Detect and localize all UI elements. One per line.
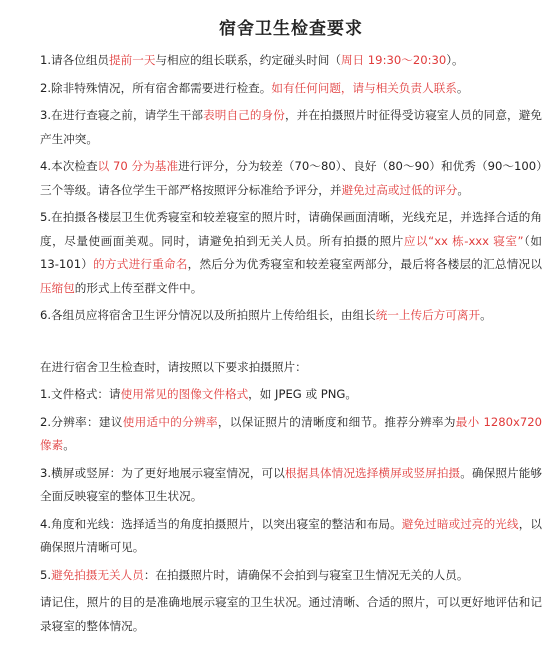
body-text: ，然后分为优秀寝室和较差寝室两部分，最后将各楼层的汇总情况以 [187,257,542,271]
highlight-text: 避免过暗或过亮的光线 [401,516,519,531]
body-text: 1.请各位组员 [40,53,110,67]
body-text: 。 [456,80,469,95]
highlight-text: 表明自己的身份 [203,108,285,122]
rule-item [40,49,542,73]
photo-rule-item [40,513,542,560]
body-text: 1.文件格式：请 [40,387,121,401]
highlight-text: 如有任何问题，请与相关负责人联系 [271,80,457,95]
rule-item [40,206,542,300]
highlight-text: 的方式进行重命名 [93,257,188,271]
rule-item [40,304,542,328]
body-text: 2.除非特殊情况，所有宿舍都需要进行检查。 [40,80,272,95]
highlight-text: 应以“xx 栋-xxx 寝室” [403,233,524,248]
highlight-text: 提前一天 [109,53,156,67]
rule-item [40,155,542,202]
highlight-text: 避免拍摄无关人员 [51,567,144,582]
body-text: 5. [40,567,52,582]
body-text: 。确保照片能够全面反映寝室的整体卫生状况。 [40,465,542,503]
highlight-text: 避免过高或过低的评分 [341,182,458,197]
highlight-text: 使用适中的分辨率 [122,414,218,429]
rules-list [40,49,542,328]
body-text: ）。 [446,53,464,67]
closing-paragraph: 请记住，照片的目的是准确地展示寝室的卫生状况。通过清晰、合适的照片，可以更好地评估和记录寝室的整体情况。 [40,595,542,633]
photo-intro: 在进行宿舍卫生检查时，请按照以下要求拍摄照片： [40,359,307,374]
highlight-text: 周日 19:30～20:30 [340,53,447,67]
photo-rule-item [40,383,542,407]
body-text: 5.在拍摄各楼层卫生优秀寝室和较差寝室的照片时，请确保画面清晰，光线充足，并选择合适的角度，尽量使画面美观。同时，请避免拍到无关人员。所有拍摄的照片 [40,210,542,248]
highlight-text: 以 70 分为基准 [97,159,179,173]
body-text: 进行评分，分为较差（70～80）、良好（80～90）和优秀（90～100）三个等级。请各位学生干部严格按照评分标准给予评分，并 [40,159,542,197]
body-text: 3.横屏或竖屏：为了更好地展示寝室情况，可以 [40,465,285,480]
body-text: 。 [457,182,470,197]
body-text: ，如 JPEG 或 PNG。 [248,387,357,401]
body-text: ，以保证照片的清晰度和细节。推荐分辨率为 [217,414,456,429]
section-gap [40,332,542,356]
body-text: 4.角度和光线：选择适当的角度拍摄照片，以突出寝室的整洁和布局。 [40,516,402,531]
highlight-text: 使用常见的图像文件格式 [120,387,249,401]
highlight-text: 压缩包 [40,280,75,295]
body-text: ：在拍摄照片时，请确保不会拍到与寝室卫生情况无关的人员。 [143,567,469,582]
body-text: 2.分辨率：建议 [40,414,123,429]
photo-rule-item [40,462,542,509]
body-text: ，并在拍摄照片时征得受访寝室人员的同意，避免产生冲突。 [40,108,542,146]
highlight-text: 根据具体情况选择横屏或竖屏拍摄 [284,465,461,480]
body-text: 3.在进行查寝之前，请学生干部 [40,108,204,122]
body-text: ，以确保照片清晰可见。 [40,516,542,554]
body-text: 4.本次检查 [40,159,98,173]
body-text: 。 [63,438,75,452]
highlight-text: 统一上传后方可离开 [375,308,481,322]
highlight-text: 最小 1280x720 像素 [40,414,542,452]
body-text: 的形式上传至群文件中。 [74,280,203,295]
rule-item [40,77,542,101]
body-text: 6.各组员应将宿舍卫生评分情况以及所拍照片上传给组长，由组长 [40,308,376,322]
body-text: （如 13-101） [40,233,542,271]
body-text: 。 [480,308,492,322]
photo-rule-item [40,564,542,588]
photo-rule-item [40,411,542,458]
body-text: 与相应的组长联系，约定碰头时间（ [155,53,341,67]
rule-item [40,104,542,151]
document-title: 宿舍卫生检查要求 [219,19,363,39]
photo-rules-list [40,383,542,587]
